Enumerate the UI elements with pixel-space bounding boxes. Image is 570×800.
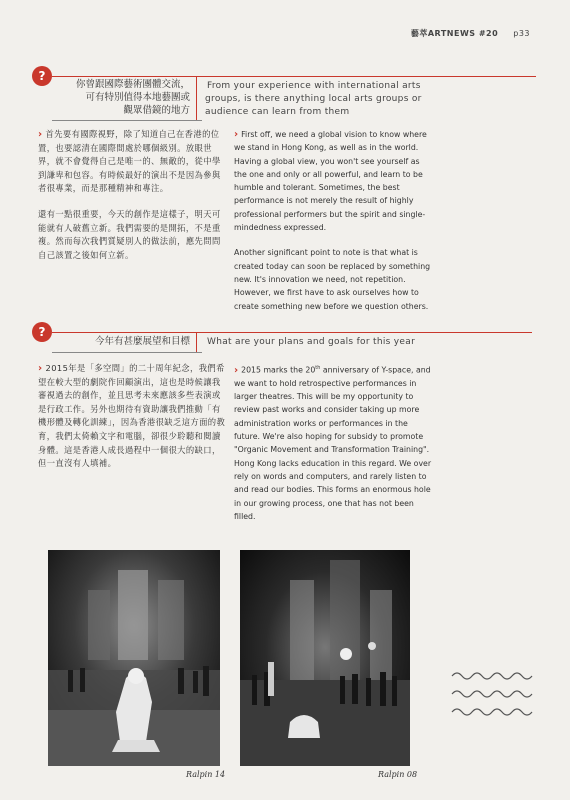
answer-paragraph: Another significant point to note is that what is created today can soon be replaced by something new. It's innovation we need, not repetition. However, we first have to ask ourselves how to create something new before we question others. xyxy=(234,248,431,311)
question-vertical-divider xyxy=(196,332,197,352)
question-underline xyxy=(52,352,202,353)
question-vertical-divider xyxy=(196,76,197,120)
photo-2-image xyxy=(240,550,410,766)
question-2-chinese: 今年有甚麼展望和目標 xyxy=(94,336,190,347)
wave-decoration-icon xyxy=(450,668,540,718)
photo-2-signature: Ralpin 08 xyxy=(378,770,418,779)
bullet-arrow-icon: › xyxy=(38,129,43,140)
photo-1-signature: Ralpin 14 xyxy=(186,770,226,779)
page-header xyxy=(411,28,530,39)
photo-1-image xyxy=(48,550,220,766)
bullet-arrow-icon: › xyxy=(38,363,43,374)
bullet-arrow-icon: › xyxy=(234,364,239,376)
answer-paragraph: › First off, we need a global vision to know where we stand in Hong Kong, as well as in the world. Having a global view, you won't see yourself as the one and only or all powerful, and learn to be humble and tolerant. Sometimes, the best performance is not merely the result of highly professional performers but the spirit and single-mindedness expressed. xyxy=(234,129,427,233)
answer-paragraph: › 首先要有國際視野，除了知道自己在香港的位置，也要認清在國際間處於哪個級別。放眼世界，就不會覺得自己是唯一的、無敵的，從中學到謙卑和包容。有時候最好的演出不是因為參與者很專業，而是那種精神和專注。 xyxy=(38,129,221,194)
photo-street-performer-white xyxy=(48,550,220,766)
answer-paragraph: › 2015年是「多空間」的二十周年紀念，我們希望在較大型的劇院作回顧演出，這也是時候讓我審視過去的創作，並且思考未來應該多些表演或是行政工作。另外也期待有資助讓我們推動「有機形體及轉化訓練」，因為香港很缺乏這方面的教育，我們太倚賴文字和電腦，卻很少聆聽和閱讀身體。這是香港人成長過程中一個很大的缺口，但一直沒有人填補。 xyxy=(38,363,226,469)
question-divider xyxy=(52,332,532,333)
question-underline xyxy=(52,120,202,121)
answer-1-chinese xyxy=(38,128,226,274)
question-1-chinese: 你曾跟國際藝術團體交流， 可有特別值得本地藝團或 觀眾借鏡的地方 xyxy=(75,79,190,116)
question-icon: ? xyxy=(32,322,52,342)
magazine-name: 藝萃ARTNEWS #20 xyxy=(410,29,499,38)
page-number: p33 xyxy=(513,29,530,38)
question-2-english: What are your plans and goals for this year xyxy=(207,337,416,347)
photo-street-performer-night xyxy=(240,550,410,766)
bullet-arrow-icon: › xyxy=(234,129,239,140)
question-divider xyxy=(52,76,202,77)
question-divider-right xyxy=(196,76,536,77)
question-1-english: From your experience with international arts groups, is there anything local arts groups or audience can learn from them xyxy=(205,81,422,117)
answer-2-chinese xyxy=(38,362,226,483)
question-icon: ? xyxy=(32,66,52,86)
answer-2-english xyxy=(234,362,432,535)
answer-paragraph: › 2015 marks the 20th anniversary of Y-space, and we want to hold retrospective performances in larger theatres. This will be my opportunity to review past works and consider taking up more administration works or performances in the future. We're also hoping for subsidy to promote "Organic Movement and Transformation Training". Hong Kong lacks education in this regard. We over rely on words and computers, and rarely listen to and read our bodies. This forms an enormous hole in our growing process, one that has not been filled. xyxy=(234,364,432,521)
answer-paragraph: 還有一點很重要，今天的創作是這樣子，明天可能就有人破舊立新。我們需要的是開拓，不是重複。然而每次我們質疑別人的做法前，應先問問自己該置之後如何立新。 xyxy=(38,208,221,260)
answer-1-english xyxy=(234,128,432,325)
